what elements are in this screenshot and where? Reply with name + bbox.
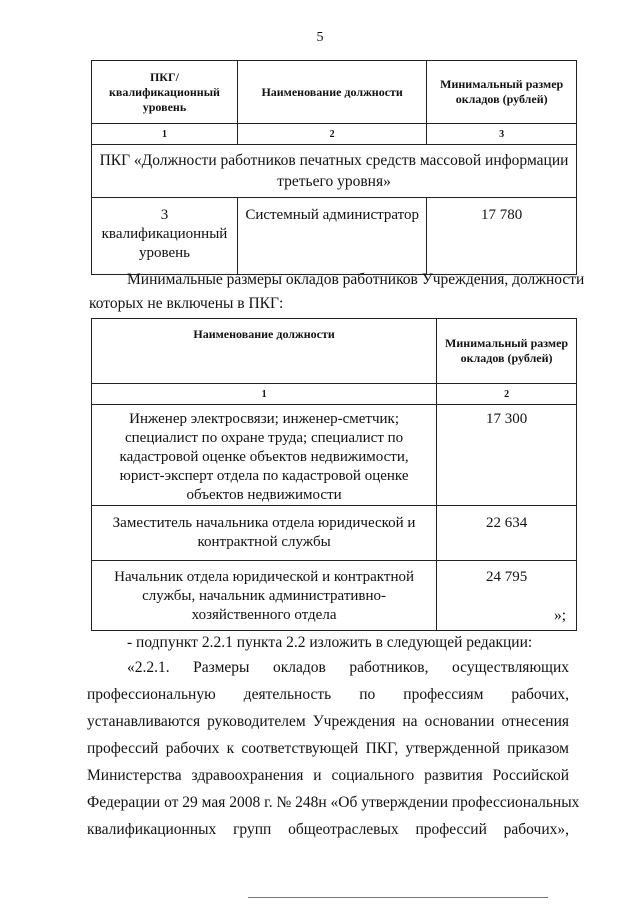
- paragraph-line: квалификационных групп общеотраслевых профессий рабочих»,: [87, 821, 569, 838]
- position-name: Инженер электросвязи; инженер-сметчик; специалист по охране труда; специалист по кадастровой оценке объектов недвижимости, юрист-эксперт отдела по кадастровой оценке объектов недвижимости: [92, 405, 437, 506]
- salary-value: 17 300: [437, 405, 577, 506]
- intro-text-line: которых не включены в ПКГ:: [89, 295, 284, 312]
- table-header-row: [92, 319, 577, 384]
- group-title: ПКГ «Должности работников печатных средств массовой информации третьего уровня»: [92, 145, 577, 198]
- header-position: Наименование должности: [237, 61, 426, 124]
- paragraph-line: профессий рабочих к соответствующей ПКГ, утвержденной приказом: [87, 740, 569, 757]
- header-position: Наименование должности: [92, 319, 437, 384]
- bottom-rule: [248, 897, 548, 898]
- col-number: 1: [92, 124, 238, 145]
- paragraph-line: «2.2.1. Размеры окладов работников, осуществляющих: [127, 659, 569, 676]
- col-number: 1: [92, 384, 437, 405]
- header-salary: Минимальный размер окладов (рублей): [427, 61, 577, 124]
- paragraph-line: устанавливаются руководителем Учреждения на основании отнесения: [87, 713, 569, 730]
- other-positions-table: [91, 318, 577, 631]
- position-name: Начальник отдела юридической и контрактной службы, начальник административно-хозяйственного отдела: [92, 561, 437, 631]
- pkg-table: [91, 60, 577, 275]
- intro-text-line: Минимальные размеры окладов работников Учреждения, должности: [127, 271, 585, 288]
- col-number: 2: [437, 384, 577, 405]
- paragraph-line: Федерации от 29 мая 2008 г. № 248н «Об утверждении профессиональных: [87, 794, 580, 811]
- page-number: 5: [316, 30, 324, 45]
- closing-quote: »;: [554, 607, 567, 624]
- salary-value: 22 634: [437, 506, 577, 561]
- table-row: [92, 405, 577, 506]
- position-name: Заместитель начальника отдела юридической и контрактной службы: [92, 506, 437, 561]
- column-number-row: [92, 384, 577, 405]
- paragraph-line: профессиональную деятельность по профессиям рабочих,: [87, 686, 569, 703]
- salary-value: 24 795: [437, 561, 577, 631]
- table-row: [92, 198, 577, 275]
- header-pkg-level: ПКГ/ квалификационный уровень: [92, 61, 238, 124]
- table-row: [92, 506, 577, 561]
- qualification-level: 3 квалификационный уровень: [92, 198, 238, 275]
- col-number: 2: [237, 124, 426, 145]
- col-number: 3: [427, 124, 577, 145]
- table-row: [92, 561, 577, 631]
- paragraph-line: Министерства здравоохранения и социального развития Российской: [87, 767, 569, 784]
- header-salary: Минимальный размер окладов (рублей): [437, 319, 577, 384]
- subpoint-instruction: - подпункт 2.2.1 пункта 2.2 изложить в следующей редакции:: [127, 634, 533, 651]
- table-header-row: [92, 61, 577, 124]
- group-row: [92, 145, 577, 198]
- salary-value: 17 780: [427, 198, 577, 275]
- position-name: Системный администратор: [237, 198, 426, 275]
- column-number-row: [92, 124, 577, 145]
